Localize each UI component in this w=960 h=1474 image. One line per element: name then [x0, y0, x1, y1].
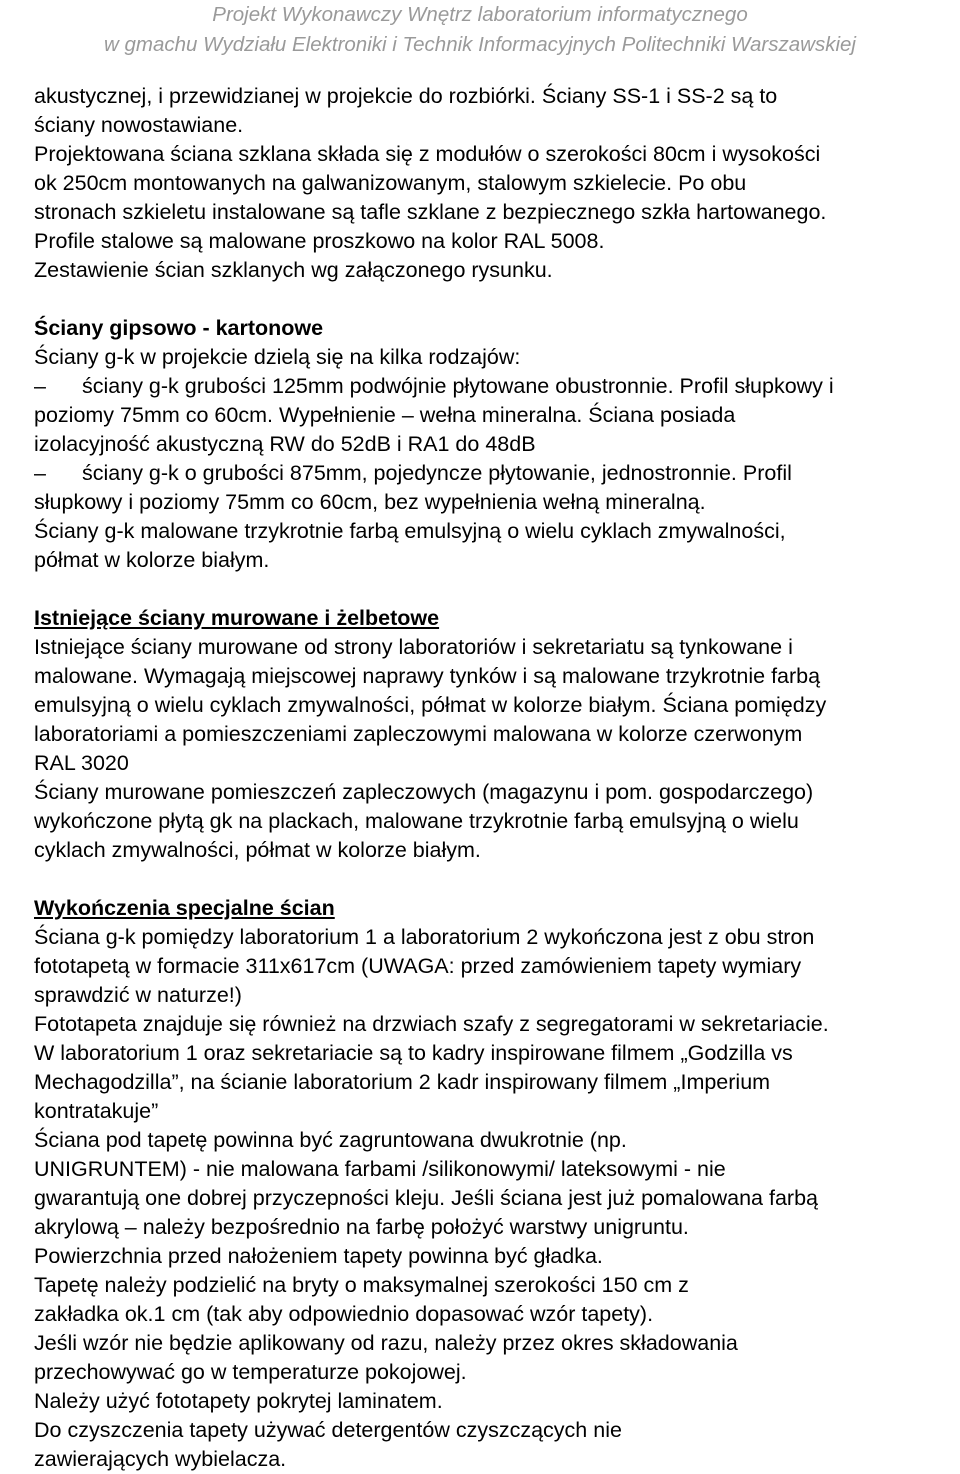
text-line: izolacyjność akustyczną RW do 52dB i RA1 do 48dB	[34, 432, 536, 456]
text-line: sprawdzić w naturze!)	[34, 983, 242, 1007]
section-gypsum-walls	[34, 314, 959, 575]
text-line: poziomy 75mm co 60cm. Wypełnienie – wełna mineralna. Ściana posiada	[34, 403, 736, 427]
page-header	[0, 0, 960, 60]
section-special-finishes	[34, 894, 959, 1474]
text-line: Do czyszczenia tapety używać detergentów czyszczących nie	[34, 1418, 622, 1442]
text-line: zakładka ok.1 cm (tak aby odpowiednio dopasować wzór tapety).	[34, 1302, 654, 1326]
text-line: malowane. Wymagają miejscowej naprawy tynków i są malowane trzykrotnie farbą	[34, 664, 821, 688]
text-line: Zestawienie ścian szklanych wg załączonego rysunku.	[34, 258, 553, 282]
text-line: wykończone płytą gk na plackach, malowane trzykrotnie farbą emulsyjną o wielu	[34, 809, 799, 833]
document-body	[34, 82, 959, 1474]
text-line: Istniejące ściany murowane od strony laboratoriów i sekretariatu są tynkowane i	[34, 635, 793, 659]
section-heading: Ściany gipsowo - kartonowe	[34, 316, 324, 340]
list-item	[34, 459, 959, 488]
text-line: emulsyjną o wielu cyklach zmywalności, półmat w kolorze białym. Ściana pomiędzy	[34, 693, 827, 717]
text-line: ściany nowostawiane.	[34, 113, 244, 137]
text-line: Fototapeta znajduje się również na drzwiach szafy z segregatorami w sekretariacie.	[34, 1012, 829, 1036]
text-line: kontratakuje”	[34, 1099, 159, 1123]
text-line: akustycznej, i przewidzianej w projekcie do rozbiórki. Ściany SS-1 i SS-2 są to	[34, 84, 778, 108]
section-heading: Wykończenia specjalne ścian	[34, 896, 335, 920]
dash-bullet: –	[34, 374, 46, 398]
intro-paragraph	[34, 82, 959, 285]
text-line: Ściany g-k malowane trzykrotnie farbą emulsyjną o wielu cyklach zmywalności,	[34, 519, 786, 543]
paragraph-gap	[34, 285, 959, 314]
section-heading: Istniejące ściany murowane i żelbetowe	[34, 606, 440, 630]
text-line: akrylową – należy bezpośrednio na farbę położyć warstwy unigruntu.	[34, 1215, 689, 1239]
text-line: Jeśli wzór nie będzie aplikowany od razu, należy przez okres składowania	[34, 1331, 738, 1355]
paragraph-gap	[34, 865, 959, 894]
list-item-text: ściany g-k grubości 125mm podwójnie płytowane obustronnie. Profil słupkowy i	[82, 374, 834, 398]
text-line: W laboratorium 1 oraz sekretariacie są to kadry inspirowane filmem „Godzilla vs	[34, 1041, 793, 1065]
text-line: fototapetą w formacie 311x617cm (UWAGA: przed zamówieniem tapety wymiary	[34, 954, 802, 978]
text-line: półmat w kolorze białym.	[34, 548, 270, 572]
paragraph-gap	[34, 575, 959, 604]
list-item	[34, 372, 959, 401]
text-line: Powierzchnia przed nałożeniem tapety powinna być gładka.	[34, 1244, 603, 1268]
text-line: gwarantują one dobrej przyczepności kleju. Jeśli ściana jest już pomalowana farbą	[34, 1186, 818, 1210]
text-line: zawierających wybielacza.	[34, 1447, 287, 1471]
text-line: stronach szkieletu instalowane są tafle szklane z bezpiecznego szkła hartowanego.	[34, 200, 827, 224]
text-line: RAL 3020	[34, 751, 129, 775]
text-line: Projektowana ściana szklana składa się z modułów o szerokości 80cm i wysokości	[34, 142, 821, 166]
text-line: Ściana g-k pomiędzy laboratorium 1 a laboratorium 2 wykończona jest z obu stron	[34, 925, 815, 949]
text-line: Ściany g-k w projekcie dzielą się na kilka rodzajów:	[34, 345, 521, 369]
section-existing-walls	[34, 604, 959, 865]
text-line: Ściany murowane pomieszczeń zapleczowych (magazynu i pom. gospodarczego)	[34, 780, 814, 804]
text-line: laboratoriami a pomieszczeniami zapleczowymi malowana w kolorze czerwonym	[34, 722, 803, 746]
list-item-text: ściany g-k o grubości 875mm, pojedyncze płytowanie, jednostronnie. Profil	[82, 461, 792, 485]
text-line: Należy użyć fototapety pokrytej laminatem.	[34, 1389, 443, 1413]
text-line: Ściana pod tapetę powinna być zagruntowana dwukrotnie (np.	[34, 1128, 627, 1152]
header-line-2: w gmachu Wydziału Elektroniki i Technik Informacyjnych Politechniki Warszawskiej	[104, 33, 856, 56]
text-line: przechowywać go w temperaturze pokojowej.	[34, 1360, 467, 1384]
header-line-1: Projekt Wykonawczy Wnętrz laboratorium informatycznego	[212, 3, 748, 26]
text-line: UNIGRUNTEM) - nie malowana farbami /silikonowymi/ lateksowymi - nie	[34, 1157, 726, 1181]
text-line: Profile stalowe są malowane proszkowo na kolor RAL 5008.	[34, 229, 605, 253]
text-line: słupkowy i poziomy 75mm co 60cm, bez wypełnienia wełną mineralną.	[34, 490, 706, 514]
text-line: ok 250cm montowanych na galwanizowanym, stalowym szkielecie. Po obu	[34, 171, 747, 195]
dash-bullet: –	[34, 461, 46, 485]
text-line: Tapetę należy podzielić na bryty o maksymalnej szerokości 150 cm z	[34, 1273, 689, 1297]
text-line: Mechagodzilla”, na ścianie laboratorium 2 kadr inspirowany filmem „Imperium	[34, 1070, 771, 1094]
text-line: cyklach zmywalności, półmat w kolorze białym.	[34, 838, 481, 862]
